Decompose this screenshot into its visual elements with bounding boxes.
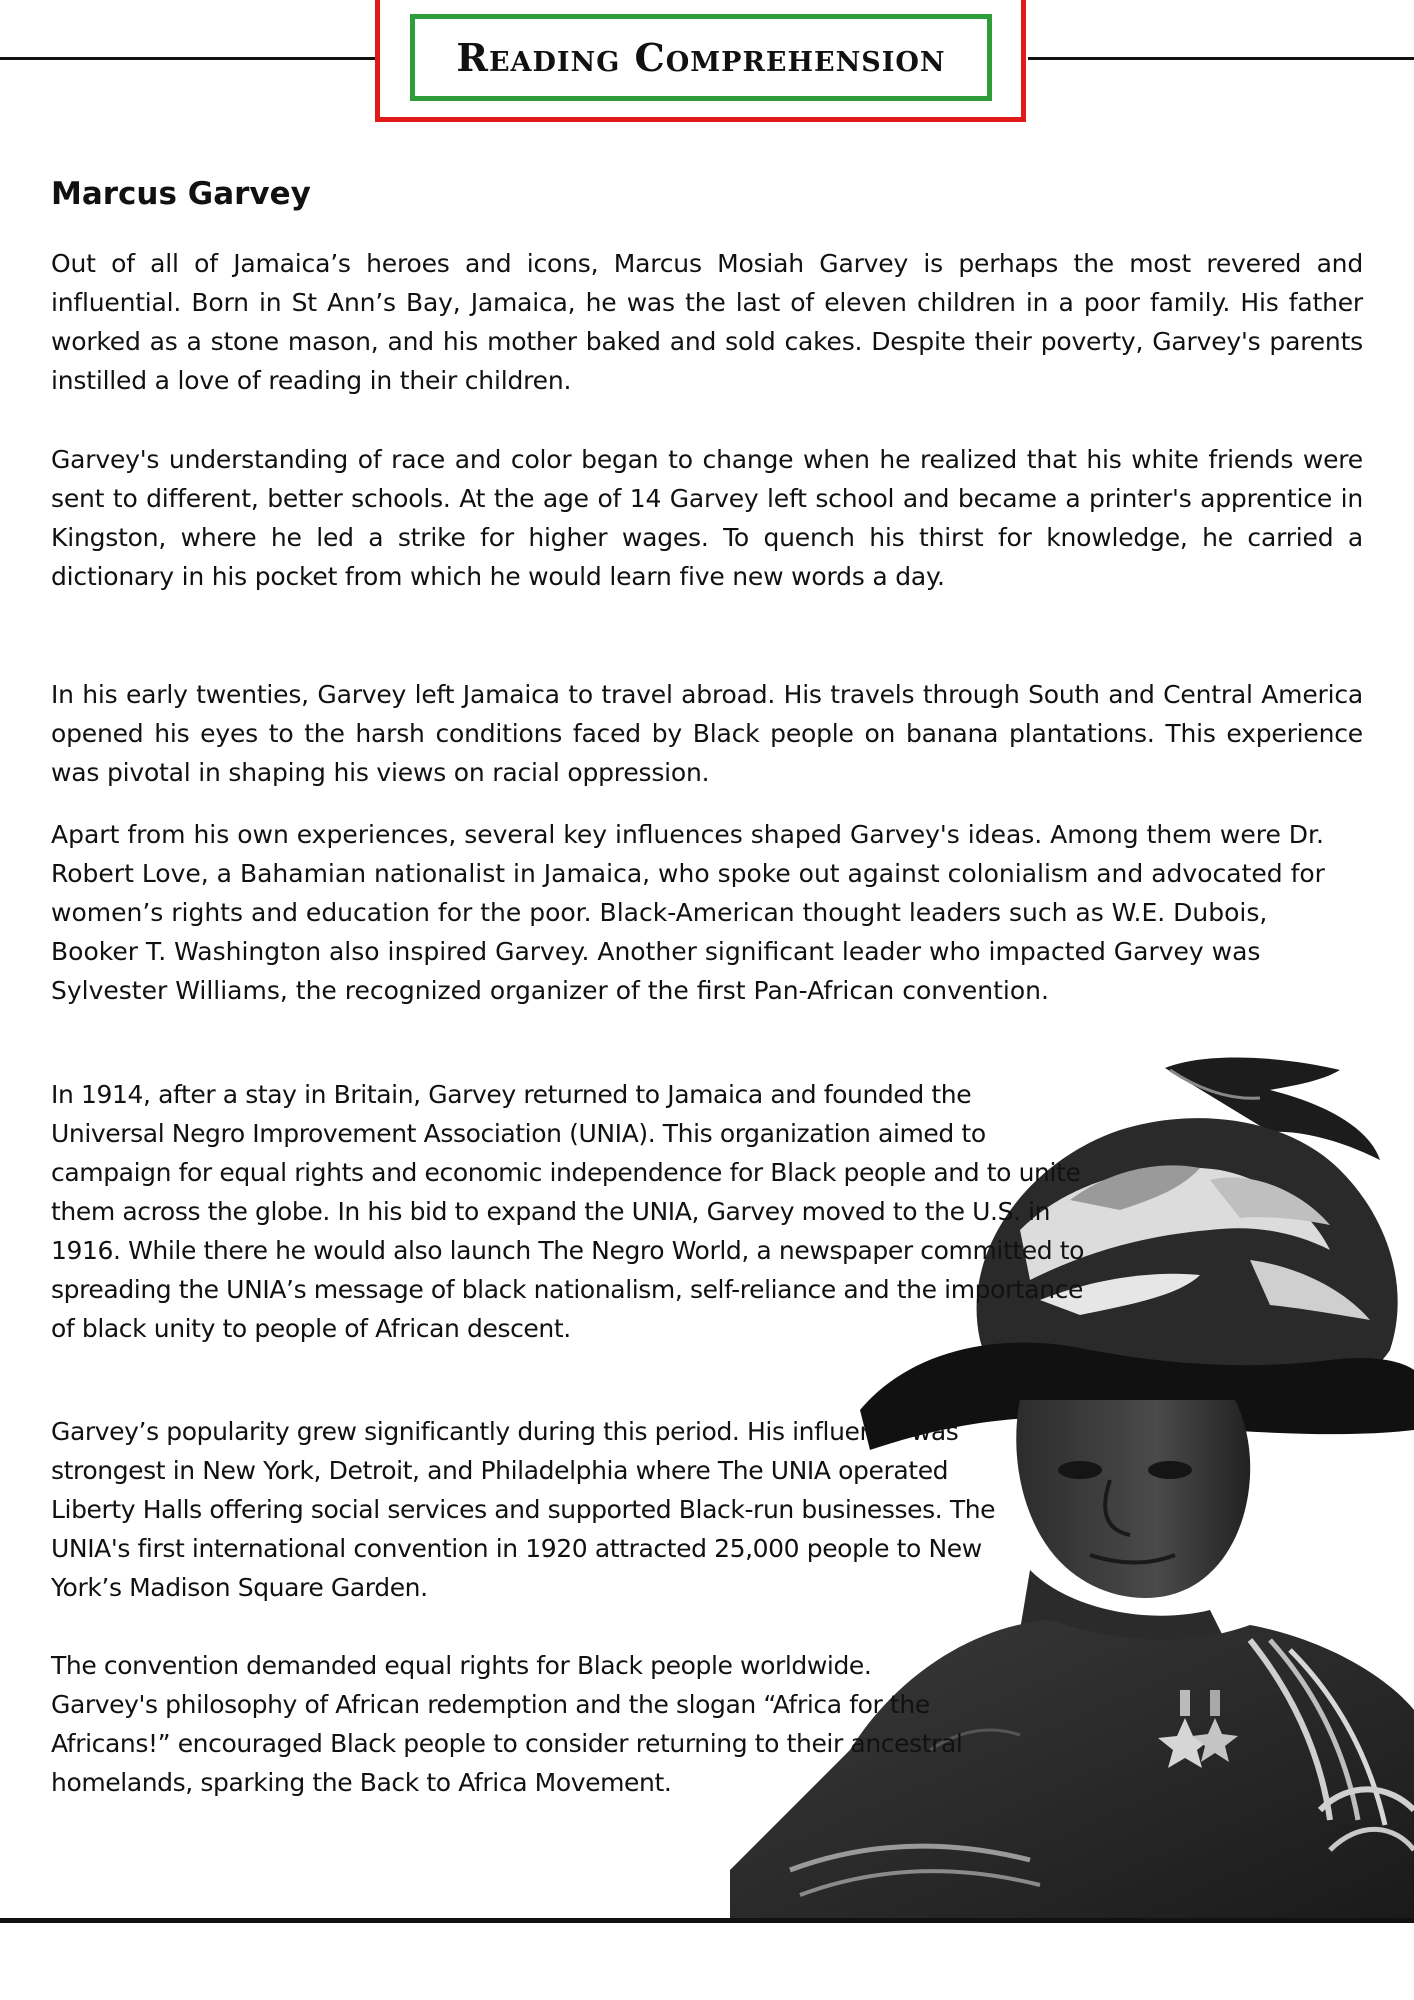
paragraph-5: In 1914, after a stay in Britain, Garvey returned to Jamaica and founded the Universal Negro Improvement Association (UNIA). This organization aimed to campaign for equal rights and economic independence for Black people and to unite them across the globe. In his bid to expand the UNIA, Garvey moved to the U.S. in 1916. While there he would also launch The Negro World, a newspaper committed to spreading the UNIA’s message of black nationalism, self-reliance and the importance of black unity to people of African descent.	[51, 1080, 1085, 1343]
paragraph-6: Garvey’s popularity grew significantly during this period. His influence was strongest in New York, Detroit, and Philadelphia where The UNIA operated Liberty Halls offering social services and supported Black-run businesses. The UNIA's first international convention in 1920 attracted 25,000 people to New York’s Madison Square Garden.	[51, 1417, 996, 1602]
paragraph-2: Garvey's understanding of race and color began to change when he realized that his white friends were sent to different, better schools. At the age of 14 Garvey left school and became a printer's apprentice in Kingston, where he led a strike for higher wages. To quench his thirst for knowledge, he carried a dictionary in his pocket from which he would learn five new words a day.	[51, 445, 1363, 591]
paragraph-1: Out of all of Jamaica’s heroes and icons, Marcus Mosiah Garvey is perhaps the most revered and influential. Born in St Ann’s Bay, Jamaica, he was the last of eleven children in a poor family. His father worked as a stone mason, and his mother baked and sold cakes. Despite their poverty, Garvey's parents instilled a love of reading in their children.	[51, 249, 1363, 395]
article-title: Marcus Garvey	[51, 176, 311, 212]
paragraph-4: Apart from his own experiences, several key influences shaped Garvey's ideas. Among them were Dr. Robert Love, a Bahamian nationalist in Jamaica, who spoke out against colonialism and advocated for women’s rights and education for the poor. Black-American thought leaders such as W.E. Dubois, Booker T. Washington also inspired Garvey. Another significant leader who impacted Garvey was Sylvester Williams, the recognized organizer of the first Pan-African convention.	[51, 820, 1325, 1005]
footer-rule	[0, 1918, 1414, 1923]
header-rule-left	[0, 57, 375, 60]
paragraph-3: In his early twenties, Garvey left Jamaica to travel abroad. His travels through South and Central America opened his eyes to the harsh conditions faced by Black people on banana plantations. This experience was pivotal in shaping his views on racial oppression.	[51, 680, 1363, 787]
title-badge-frame	[375, 0, 1026, 122]
header-rule-right	[1028, 57, 1414, 60]
paragraph-7: The convention demanded equal rights for Black people worldwide. Garvey's philosophy of African redemption and the slogan “Africa for the Africans!” encouraged Black people to consider returning to their ancestral homelands, sparking the Back to Africa Movement.	[51, 1651, 963, 1797]
section-title: Reading Comprehension	[456, 35, 946, 80]
title-badge-inner-frame	[410, 14, 992, 101]
